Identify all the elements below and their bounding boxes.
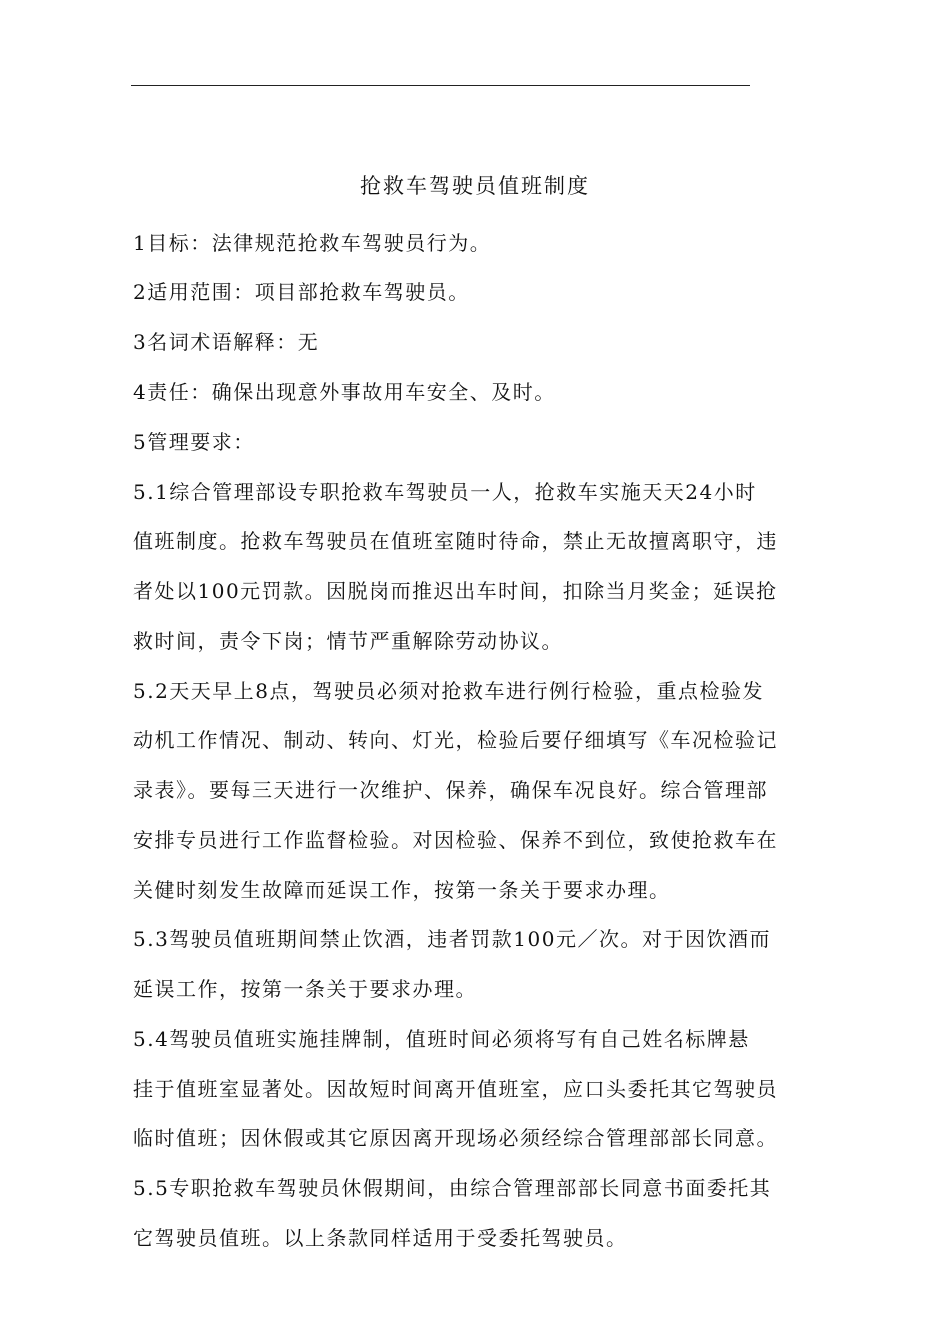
text-line: 安排专员进行工作监督检验。对因检验、保养不到位，致使抢救车在: [133, 828, 778, 852]
text-line: 2适用范围：项目部抢救车驾驶员。: [133, 280, 470, 304]
text-line: 5.3驾驶员值班期间禁止饮酒，违者罚款100元／次。对于因饮酒而: [133, 927, 771, 951]
text-line: 5.1综合管理部设专职抢救车驾驶员一人，抢救车实施天天24小时: [133, 480, 757, 504]
text-line: 救时间，责令下岗；情节严重解除劳动协议。: [133, 629, 563, 653]
text-line: 它驾驶员值班。以上条款同样适用于受委托驾驶员。: [133, 1226, 628, 1250]
text-line: 动机工作情况、制动、转向、灯光，检验后要仔细填写《车况检验记: [133, 728, 778, 752]
text-line: 挂于值班室显著处。因故短时间离开值班室，应口头委托其它驾驶员: [133, 1077, 778, 1101]
text-line: 3名词术语解释：无: [133, 330, 320, 354]
text-line: 5.2天天早上8点，驾驶员必须对抢救车进行例行检验，重点检验发: [133, 679, 765, 703]
text-line: 5管理要求：: [133, 430, 255, 454]
text-line: 1目标：法律规范抢救车驾驶员行为。: [133, 231, 492, 255]
text-line: 临时值班；因休假或其它原因离开现场必须经综合管理部部长同意。: [133, 1126, 778, 1150]
text-line: 5.4驾驶员值班实施挂牌制，值班时间必须将写有自己姓名标牌悬: [133, 1027, 750, 1051]
text-line: 延误工作，按第一条关于要求办理。: [133, 977, 477, 1001]
text-line: 关健时刻发生故障而延误工作，按第一条关于要求办理。: [133, 878, 671, 902]
header-rule: [131, 85, 750, 86]
text-line: 5.5专职抢救车驾驶员休假期间，由综合管理部部长同意书面委托其: [133, 1176, 772, 1200]
document-title: 抢救车驾驶员值班制度: [360, 174, 590, 198]
text-line: 4责任：确保出现意外事故用车安全、及时。: [133, 380, 556, 404]
text-line: 者处以100元罚款。因脱岗而推迟出车时间，扣除当月奖金；延误抢: [133, 579, 778, 603]
text-line: 录表》。要每三天进行一次维护、保养，确保车况良好。综合管理部: [133, 778, 768, 802]
text-line: 值班制度。抢救车驾驶员在值班室随时待命，禁止无故擅离职守，违: [133, 529, 778, 553]
